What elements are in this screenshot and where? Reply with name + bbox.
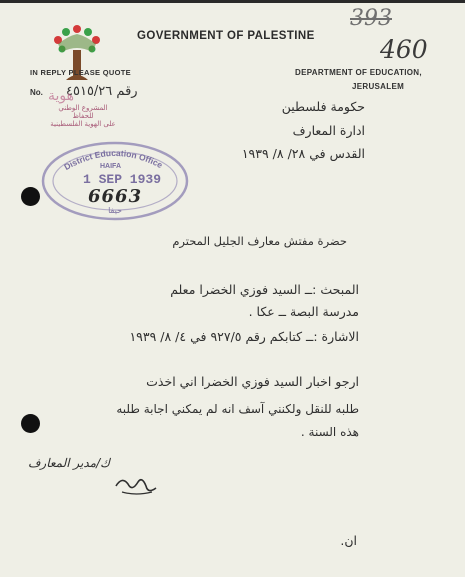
body-line-3: هذه السنة . xyxy=(300,425,359,439)
handwritten-signature xyxy=(112,472,162,498)
body-line-1: ارجو اخبار السيد فوزي الخضرا اني اخذت xyxy=(146,374,359,389)
reply-note: IN REPLY PLEASE QUOTE xyxy=(30,68,131,77)
stamp-date: 1 SEP 1939 xyxy=(83,172,162,187)
enclosure-mark: ان. xyxy=(340,533,357,548)
letter-date: القدس في ٢٨/ ٨/ ١٩٣٩ xyxy=(241,146,365,161)
punch-hole-bottom xyxy=(21,414,40,433)
salutation: حضرة مفتش معارف الجليل المحترم xyxy=(172,234,347,248)
stamp-city: HAIFA xyxy=(100,163,121,170)
reference-no-label: No. xyxy=(30,88,43,97)
subject-line: المبحث :ــ السيد فوزي الخضرا معلم xyxy=(170,282,359,297)
punch-hole-top xyxy=(21,187,40,206)
signature-line: ك/مدير المعارف xyxy=(27,456,110,470)
government-title: GOVERNMENT OF PALESTINE xyxy=(137,30,315,42)
stamp-number: 6663 xyxy=(88,186,143,207)
top-border xyxy=(0,0,465,3)
school-line: مدرسة البصة ــ عكا . xyxy=(248,304,359,319)
watermark-caption xyxy=(48,104,118,128)
watermark-line-1: المشروع الوطني للحفاظ xyxy=(58,104,108,120)
department-name: DEPARTMENT OF EDUCATION, xyxy=(295,68,422,77)
department-city: JERUSALEM xyxy=(352,82,405,91)
body-line-2: طلبه للنقل ولكنني آسف انه لم يمكني اجابة طلبه xyxy=(116,402,359,416)
stamp-office: District Education Office xyxy=(62,147,165,172)
watermark-logo-text: هوية xyxy=(48,88,75,104)
arabic-government: حكومة فلسطين xyxy=(281,99,365,114)
watermark-line-2: على الهوية الفلسطينية xyxy=(50,120,116,128)
struck-file-number: 393 xyxy=(350,6,392,31)
handwritten-file-number: 460 xyxy=(380,35,428,64)
reference-line: الاشارة :ــ كتابكم رقم ٩٢٧/٥ في ٤/ ٨/ ١٩٣٩ xyxy=(129,329,359,344)
reference-number-arabic: رقم ٤٥١٥/٢٦ xyxy=(66,84,138,99)
stamp-arabic: حيفا xyxy=(108,206,122,215)
arabic-department: ادارة المعارف xyxy=(292,123,365,138)
